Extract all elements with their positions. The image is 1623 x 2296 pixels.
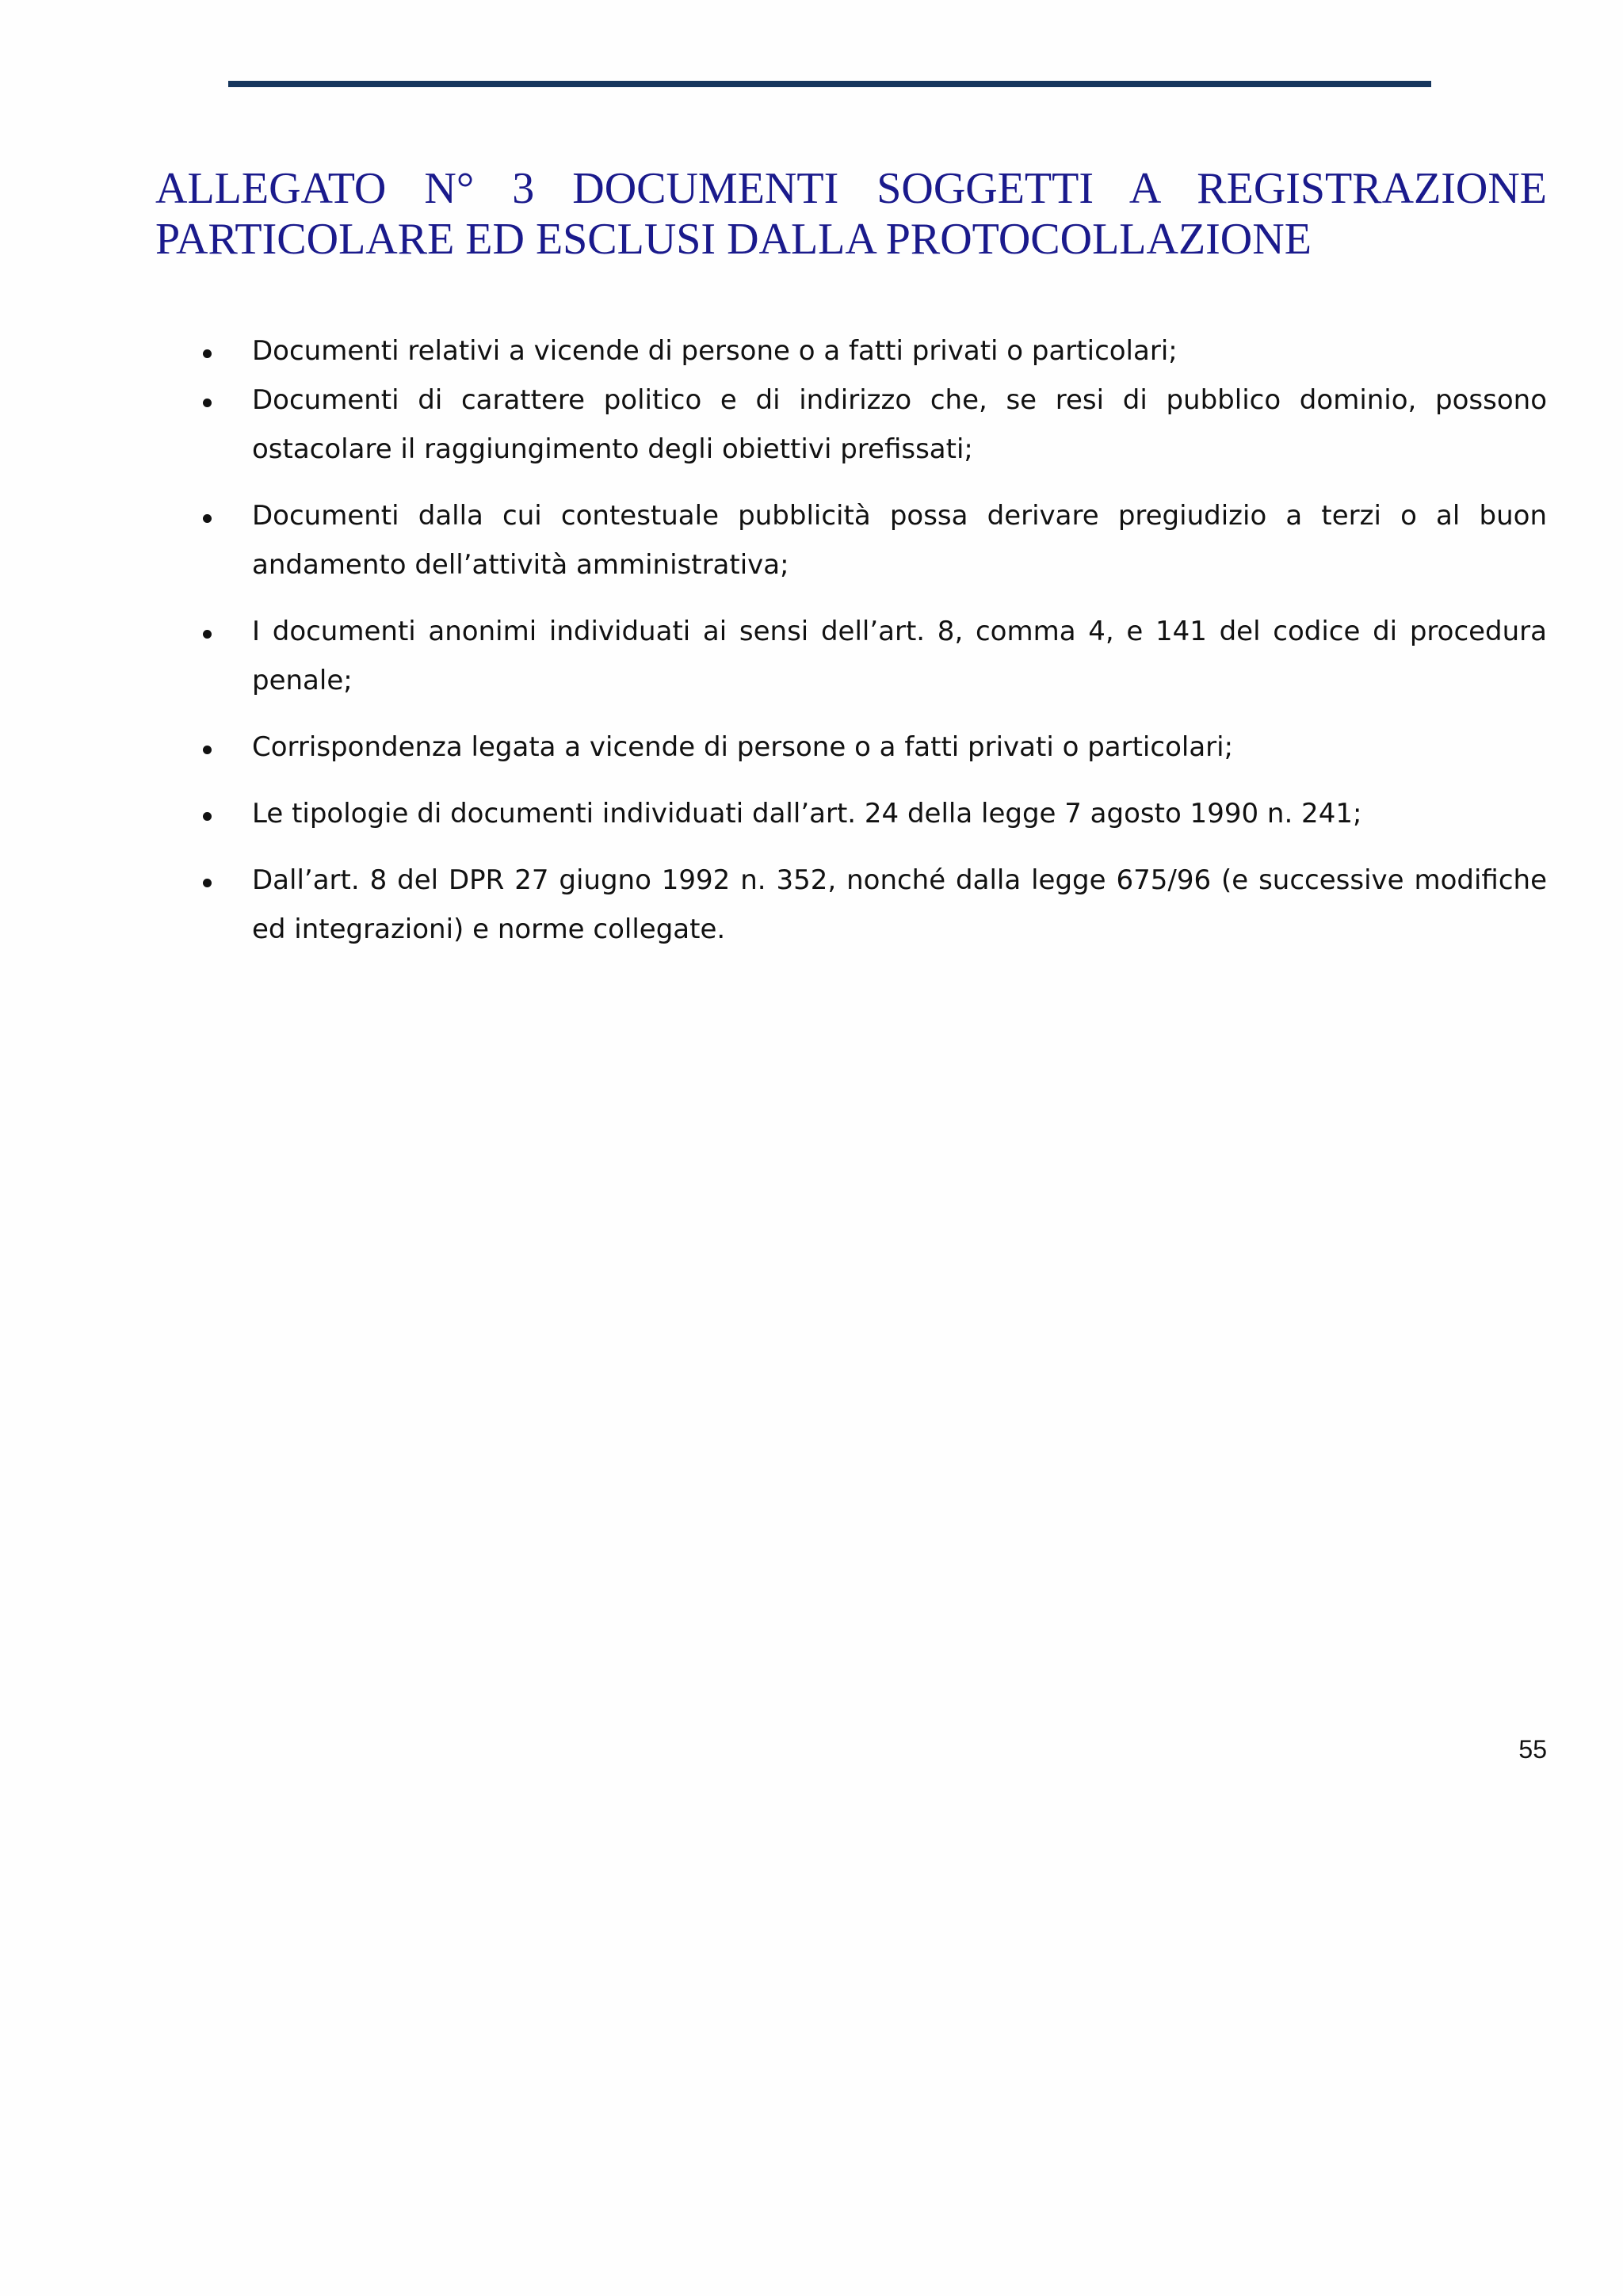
header-rule xyxy=(228,81,1431,87)
list-item xyxy=(155,491,1547,589)
list-item-text: Documenti di carattere politico e di indirizzo che, se resi di pubblico dominio, possono ostacolare il raggiungimento degli obiettivi prefissati; xyxy=(252,384,1547,465)
list-item xyxy=(155,723,1547,772)
page-number: 55 xyxy=(1518,1735,1547,1764)
bullet-icon xyxy=(203,879,212,887)
list-item xyxy=(155,607,1547,705)
bullet-icon xyxy=(203,746,212,754)
list-item-text: Le tipologie di documenti individuati dall’art. 24 della legge 7 agosto 1990 n. 241; xyxy=(252,798,1362,830)
bullet-icon xyxy=(203,514,212,523)
list-item-text: Dall’art. 8 del DPR 27 giugno 1992 n. 352, nonché dalla legge 675/96 (e successive modifiche ed integrazioni) e norme collegate. xyxy=(252,864,1547,945)
bullet-icon xyxy=(203,812,212,821)
list-item xyxy=(155,376,1547,474)
list-item xyxy=(155,856,1547,954)
bullet-icon xyxy=(203,349,212,358)
bullet-icon xyxy=(203,399,212,407)
page-title xyxy=(155,163,1547,265)
list-item-text: Documenti relativi a vicende di persone o a fatti privati o particolari; xyxy=(252,335,1178,367)
list-item-text: Documenti dalla cui contestuale pubblicità possa derivare pregiudizio a terzi o al buon andamento dell’attività amministrativa; xyxy=(252,500,1547,581)
list-item-text: Corrispondenza legata a vicende di persone o a fatti privati o particolari; xyxy=(252,731,1234,763)
list-item-text: I documenti anonimi individuati ai sensi dell’art. 8, comma 4, e 141 del codice di procedura penale; xyxy=(252,616,1547,696)
excluded-documents-list xyxy=(155,326,1547,954)
list-item xyxy=(155,789,1547,838)
page-title-line-2: PARTICOLARE ED ESCLUSI DALLA PROTOCOLLAZIONE xyxy=(155,215,1312,264)
bullet-icon xyxy=(203,630,212,639)
list-item xyxy=(155,326,1547,376)
page-title-line-1: ALLEGATO N° 3 DOCUMENTI SOGGETTI A REGISTRAZIONE xyxy=(155,164,1547,213)
